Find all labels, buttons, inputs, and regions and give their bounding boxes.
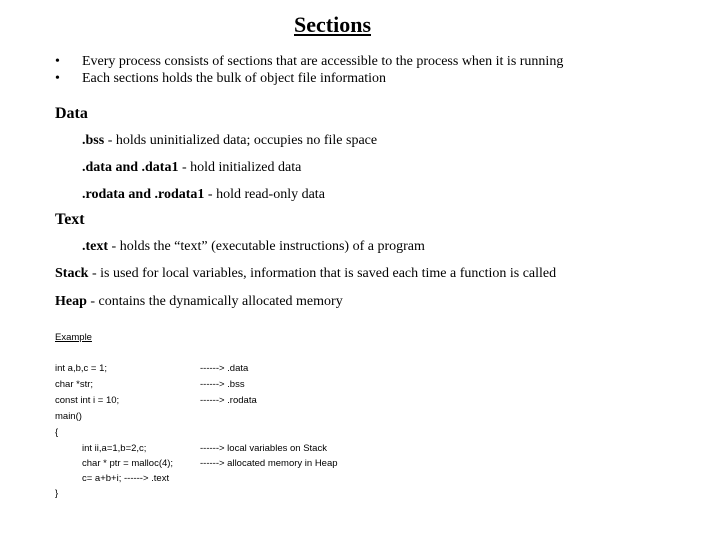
data-heading: Data: [55, 105, 88, 122]
section-desc: holds the “text” (executable instructions) of a program: [119, 239, 425, 254]
section-desc: hold initialized data: [190, 160, 302, 175]
section-name: .bss: [82, 133, 105, 148]
code-line: main(): [55, 411, 82, 422]
bullet-text: Every process consists of sections that are accessible to the process when it is running: [82, 54, 564, 69]
code-note: ------> local variables on Stack: [200, 443, 327, 454]
bullet-dot: •: [55, 54, 60, 69]
code-line: }: [55, 488, 59, 499]
section-desc: hold read-only data: [216, 187, 325, 202]
bullet-dot: •: [55, 71, 60, 86]
heap-line: [55, 294, 343, 310]
code-note: ------> allocated memory in Heap: [200, 458, 338, 469]
heap-desc: - contains the dynamically allocated memory: [90, 294, 343, 309]
section-desc: holds uninitialized data; occupies no file space: [115, 133, 378, 148]
bullet-item: [55, 54, 675, 72]
section-item-text: .text - holds the “text” (executable instructions) of a program: [82, 239, 425, 254]
page-title: Sections: [294, 12, 371, 37]
code-line: c= a+b+i; ------> .text: [82, 473, 170, 484]
stack-desc: - is used for local variables, information that is saved each time a function is called: [91, 266, 557, 281]
code-line: char * ptr = malloc(4);: [82, 458, 174, 469]
code-line: char *str;: [55, 379, 94, 390]
code-line: const int i = 10;: [55, 395, 120, 406]
bullet-item: [55, 71, 675, 89]
code-note: ------> .bss: [200, 379, 245, 390]
text-heading: Text: [55, 211, 85, 228]
stack-line: [55, 266, 556, 282]
heap-name: Heap: [55, 294, 87, 309]
section-item-rodata: .rodata and .rodata1 - hold read-only data: [82, 187, 325, 202]
section-item-data: .data and .data1 - hold initialized data: [82, 160, 302, 175]
code-line: int ii,a=1,b=2,c;: [82, 443, 147, 454]
code-line: int a,b,c = 1;: [55, 363, 108, 374]
code-line: {: [55, 427, 59, 438]
example-label: Example: [55, 332, 92, 343]
code-note: ------> .data: [200, 363, 249, 374]
section-name: .data and .data1: [82, 160, 179, 175]
section-name: .rodata and .rodata1: [82, 187, 205, 202]
section-name: .text: [82, 239, 109, 254]
section-item-bss: .bss - holds uninitialized data; occupies no file space: [82, 133, 378, 148]
bullet-text: Each sections holds the bulk of object file information: [82, 71, 387, 86]
stack-name: Stack: [55, 266, 89, 281]
code-note: ------> .rodata: [200, 395, 257, 406]
